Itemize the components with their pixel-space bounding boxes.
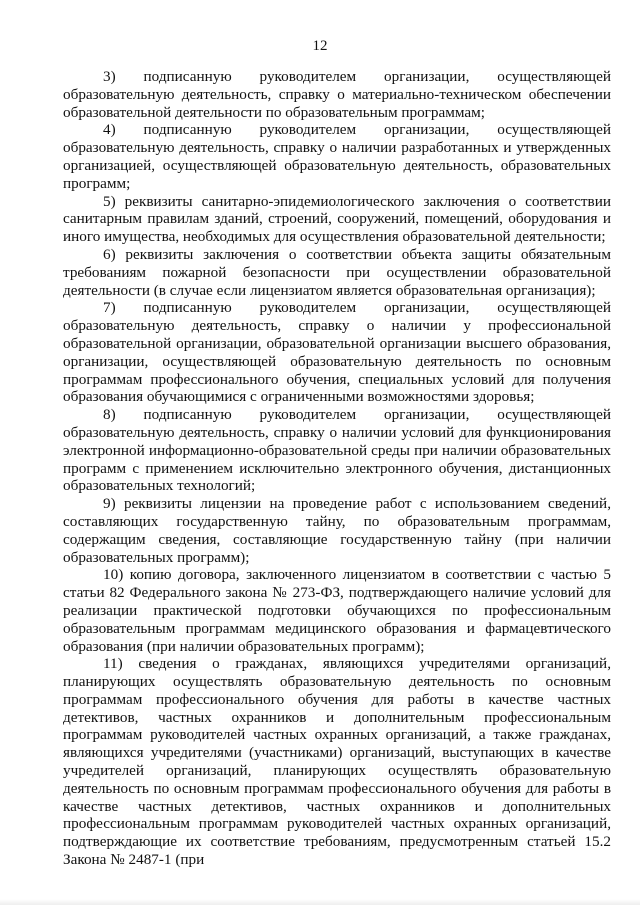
paragraph-item-10: 10) копию договора, заключенного лицензиатом в соответствии с частью 5 статьи 82 Федерального закона № 273-ФЗ, подтверждающего наличие условий для реализации практической подготовки обучающихся по профессиональным образовательным программам медицинского образования и фармацевтического образования (при наличии образовательных программ); xyxy=(63,566,611,655)
paragraph-item-4: 4) подписанную руководителем организации, осуществляющей образовательную деятельность, справку о наличии разработанных и утвержденных организацией, осуществляющей образовательную деятельность, образовательных программ; xyxy=(63,121,611,192)
paragraph-item-8: 8) подписанную руководителем организации, осуществляющей образовательную деятельность, справку о наличии условий для функционирования электронной информационно-образовательной среды при наличии образовательных программ с применением исключительно электронного обучения, дистанционных образовательных технологий; xyxy=(63,406,611,495)
paragraph-item-9: 9) реквизиты лицензии на проведение работ с использованием сведений, составляющих государственную тайну, по образовательным программам, содержащим сведения, составляющие государственную тайну (при наличии образовательных программ); xyxy=(63,495,611,566)
paragraph-item-7: 7) подписанную руководителем организации, осуществляющей образовательную деятельность, справку о наличии у профессиональной образовательной организации, образовательной организации высшего образования, организации, осуществляющей образовательную деятельность по основным программам профессионального обучения, специальных условий для получения образования обучающимися с ограниченными возможностями здоровья; xyxy=(63,299,611,406)
document-body xyxy=(63,68,611,869)
paragraph-item-5: 5) реквизиты санитарно-эпидемиологического заключения о соответствии санитарным правилам зданий, строений, сооружений, помещений, оборудования и иного имущества, необходимых для осуществления образовательной деятельности; xyxy=(63,192,611,246)
paragraph-item-3: 3) подписанную руководителем организации, осуществляющей образовательную деятельность, справку о материально-техническом обеспечении образовательной деятельности по образовательным программам; xyxy=(63,68,611,121)
paragraph-item-11: 11) сведения о гражданах, являющихся учредителями организаций, планирующих осуществлять образовательную деятельность по основным программам профессионального обучения для работы в качестве частных детективов, частных охранников и дополнительным профессиональным программам руководителей частных охранных организаций, а также гражданах, являющихся учредителями (участниками) организаций, выступающих в качестве учредителей организаций, планирующих осуществлять образовательную деятельность по основным программам профессионального обучения для работы в качестве частных детективов, частных охранников и дополнительных профессиональным программам руководителей частных охранных организаций, подтверждающие их соответствие требованиям, предусмотренным статьей 15.2 Закона № 2487-1 (при xyxy=(63,655,611,869)
page-number: 12 xyxy=(312,38,328,54)
paragraph-item-6: 6) реквизиты заключения о соответствии объекта защиты обязательным требованиям пожарной безопасности при осуществлении образовательной деятельности (в случае если лицензиатом является образовательная организация); xyxy=(63,245,611,299)
page-bottom-edge xyxy=(0,899,640,905)
